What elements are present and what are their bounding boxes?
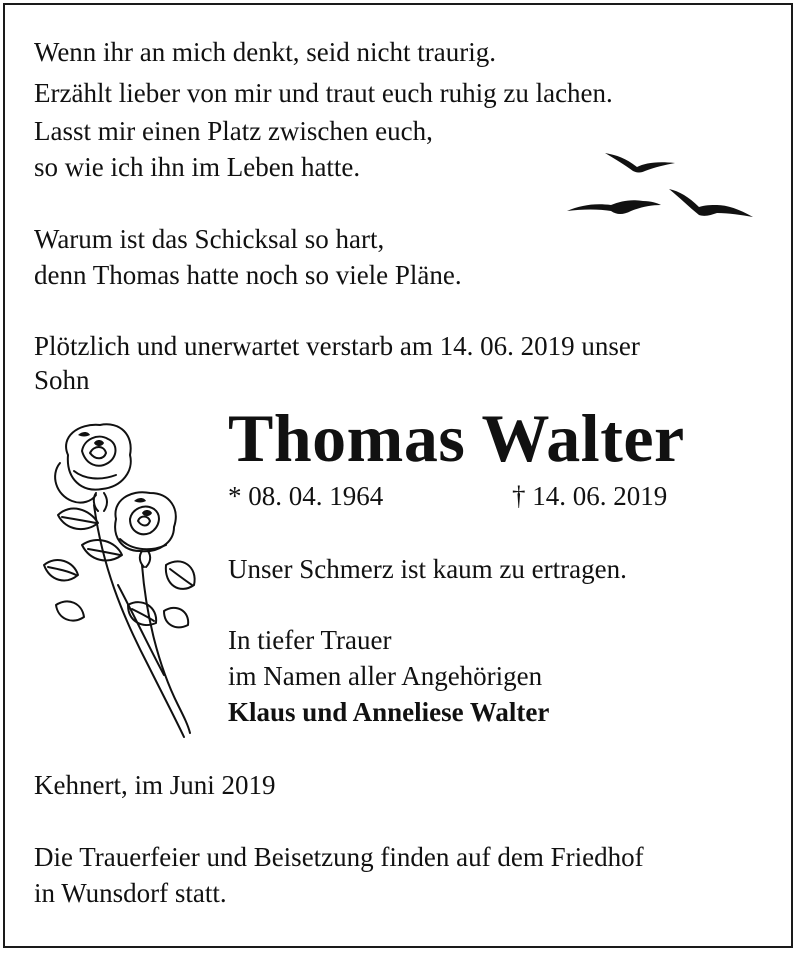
funeral-line-1: Die Trauerfeier und Beisetzung finden auf dem Friedhof bbox=[34, 842, 644, 872]
poem-line-4: so wie ich ihn im Leben hatte. bbox=[34, 152, 361, 182]
deceased-name: Thomas Walter bbox=[228, 400, 685, 476]
death-date: † 14. 06. 2019 bbox=[512, 481, 668, 511]
announcement-line-2: Sohn bbox=[34, 365, 90, 395]
poem-line-6: denn Thomas hatte noch so viele Pläne. bbox=[34, 260, 462, 290]
poem-line-3: Lasst mir einen Platz zwischen euch, bbox=[34, 116, 433, 146]
funeral-line-2: in Wunsdorf statt. bbox=[34, 878, 227, 908]
grief-quote: Unser Schmerz ist kaum zu ertragen. bbox=[228, 554, 627, 584]
poem-line-5: Warum ist das Schicksal so hart, bbox=[34, 224, 385, 254]
poem-line-1: Wenn ihr an mich denkt, seid nicht traurig. bbox=[34, 37, 496, 67]
mourning-line-2: im Namen aller Angehörigen bbox=[228, 661, 543, 691]
poem-line-2: Erzählt lieber von mir und traut euch ruhig zu lachen. bbox=[34, 78, 613, 108]
place-date: Kehnert, im Juni 2019 bbox=[34, 770, 276, 800]
roses-illustration bbox=[38, 415, 208, 745]
birth-date: * 08. 04. 1964 bbox=[228, 481, 384, 511]
mourning-line-1: In tiefer Trauer bbox=[228, 625, 392, 655]
flying-birds-icon bbox=[565, 145, 765, 225]
mourner-names: Klaus und Anneliese Walter bbox=[228, 697, 550, 727]
announcement-line-1: Plötzlich und unerwartet verstarb am 14. 06. 2019 unser bbox=[34, 331, 640, 361]
